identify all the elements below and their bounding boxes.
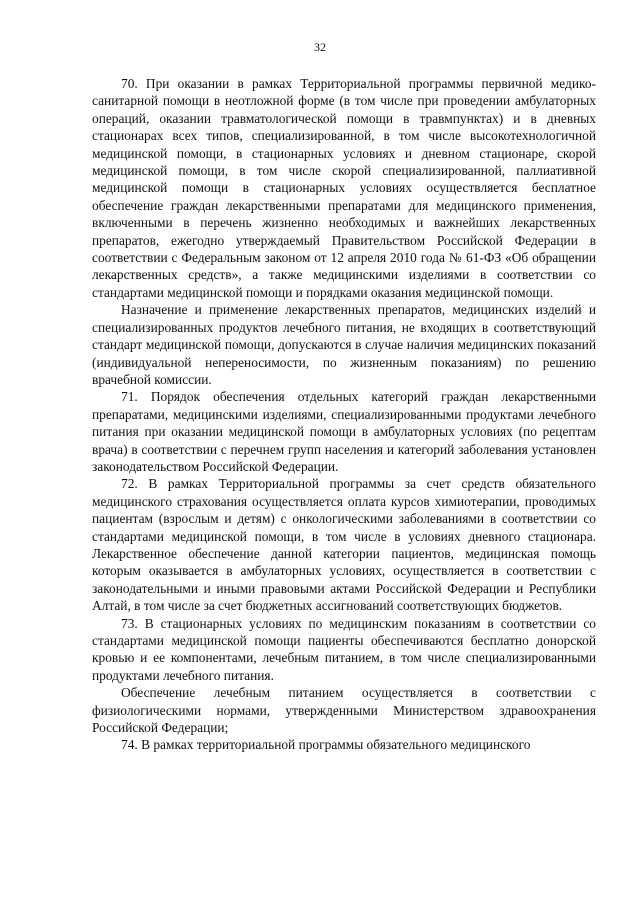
paragraph-70: 70. При оказании в рамках Территориальной программы первичной медико-санитарной помощи в неотложной форме (в том числе при проведении амбулаторных операций, оказании травматологической помощи в травмпунктах) и в дневных стационарах всех типов, специализированной, в том числе высокотехнологичной медицинской помощи, в стационарных условиях и дневном стационаре, скорой медицинской помощи, в том числе скорой специализированной, паллиативной медицинской помощи в стационарных условиях осуществляется бесплатное обеспечение граждан лекарственными препаратами для медицинского применения, включенными в перечень жизненно необходимых и важнейших лекарственных препаратов, ежегодно утверждаемый Правительством Российской Федерации в соответствии с Федеральным законом от 12 апреля 2010 года № 61-ФЗ «Об обращении лекарственных средств», а также медицинскими изделиями в соответствии со стандартами медицинской помощи и порядками оказания медицинской помощи. <box>92 76 596 300</box>
page-number: 32 <box>314 40 326 54</box>
document-body <box>92 75 596 754</box>
paragraph-70-continuation: Назначение и применение лекарственных препаратов, медицинских изделий и специализированных продуктов лечебного питания, не входящих в соответствующий стандарт медицинской помощи, допускаются в случае наличия медицинских показаний (индивидуальной непереносимости, по жизненным показаниям) по решению врачебной комиссии. <box>92 302 596 387</box>
paragraph-73-continuation: Обеспечение лечебным питанием осуществляется в соответствии с физиологическими нормами, утвержденными Министерством здравоохранения Российской Федерации; <box>92 685 596 736</box>
paragraph-73: 73. В стационарных условиях по медицинским показаниям в соответствии со стандартами медицинской помощи пациенты обеспечиваются бесплатно донорской кровью и ее компонентами, лечебным питанием, в том числе специализированными продуктами лечебного питания. <box>92 615 596 683</box>
paragraph-72: 72. В рамках Территориальной программы за счет средств обязательного медицинского страхования осуществляется оплата курсов химиотерапии, проводимых пациентам (взрослым и детям) с онкологическими заболеваниями в соответствии со стандартами медицинской помощи, в том числе в условиях дневного стационара. Лекарственное обеспечение данной категории пациентов, медицинская помощь которым оказывается в амбулаторных условиях, осуществляется в соответствии с законодательными и иными правовыми актами Российской Федерации и Республики Алтай, в том числе за счет бюджетных ассигнований соответствующих бюджетов. <box>92 476 596 614</box>
paragraph-74: 74. В рамках территориальной программы обязательного медицинского <box>121 737 531 753</box>
paragraph-71: 71. Порядок обеспечения отдельных категорий граждан лекарственными препаратами, медицинскими изделиями, специализированными продуктами лечебного питания при оказании медицинской помощи в амбулаторных условиях (по рецептам врача) в соответствии с перечнем групп населения и категорий заболевания установлен законодательством Российской Федерации. <box>92 389 596 474</box>
